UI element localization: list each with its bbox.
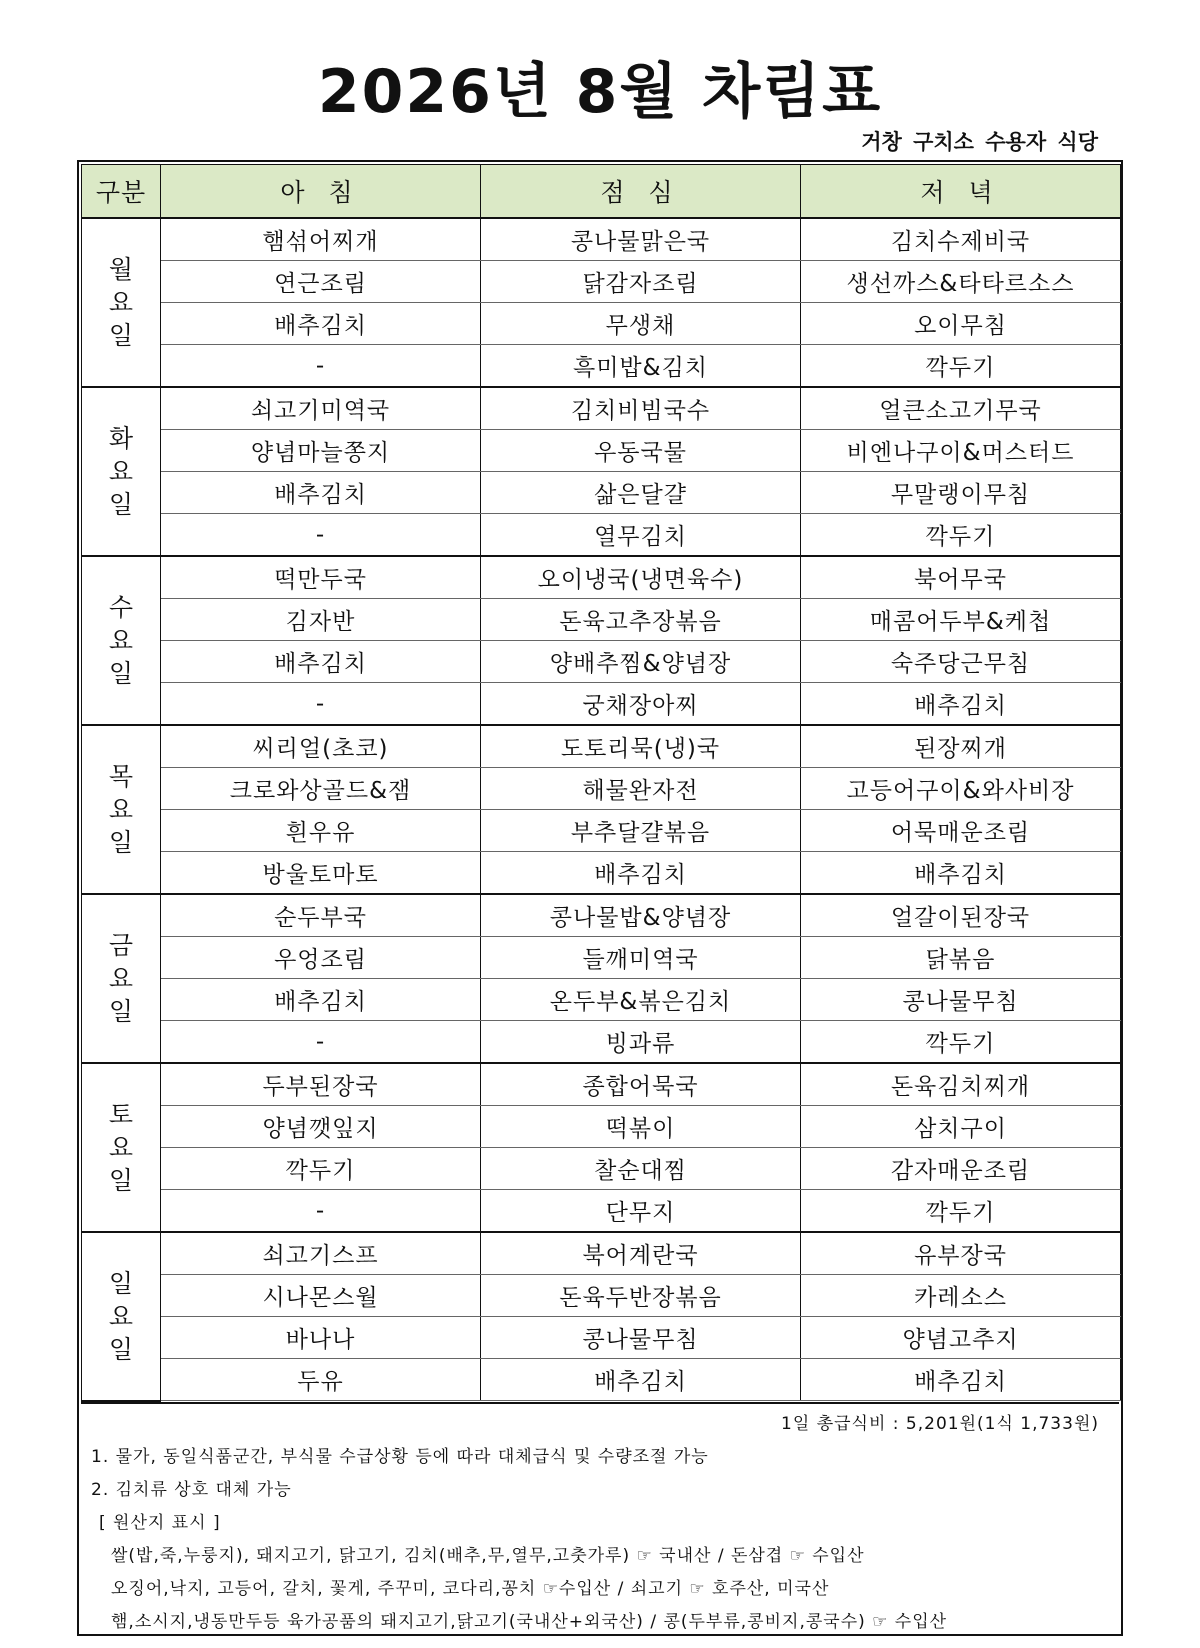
daily-total-cost: 1일 총급식비 : 5,201원(1식 1,733원) <box>781 1413 1099 1434</box>
lunch-item: 콩나물맑은국 <box>481 218 801 261</box>
table-row <box>82 1190 1121 1233</box>
lunch-item: 해물완자전 <box>481 768 801 810</box>
dinner-item: 어묵매운조림 <box>801 810 1121 852</box>
table-row <box>82 472 1121 514</box>
day-label: 화 요 일 <box>82 387 161 556</box>
lunch-item: 김치비빔국수 <box>481 387 801 430</box>
lunch-item: 북어계란국 <box>481 1232 801 1275</box>
table-row <box>82 1021 1121 1064</box>
lunch-item: 열무김치 <box>481 514 801 557</box>
table-row <box>82 810 1121 852</box>
dinner-item: 배추김치 <box>801 1359 1121 1401</box>
breakfast-item: 씨리얼(초코) <box>161 725 481 768</box>
table-row <box>82 556 1121 599</box>
breakfast-item: 순두부국 <box>161 894 481 937</box>
breakfast-item: 떡만두국 <box>161 556 481 599</box>
table-row <box>82 1275 1121 1317</box>
day-label: 월 요 일 <box>82 218 161 387</box>
note-kimchi: 2. 김치류 상호 대체 가능 <box>91 1479 292 1500</box>
lunch-item: 무생채 <box>481 303 801 345</box>
table-row <box>82 979 1121 1021</box>
header-lunch: 점 심 <box>481 165 801 219</box>
day-label: 일 요 일 <box>82 1232 161 1401</box>
lunch-item: 빙과류 <box>481 1021 801 1064</box>
dinner-item: 삼치구이 <box>801 1106 1121 1148</box>
table-row <box>82 1063 1121 1106</box>
lunch-item: 삶은달걀 <box>481 472 801 514</box>
lunch-item: 닭감자조림 <box>481 261 801 303</box>
breakfast-item: 배추김치 <box>161 641 481 683</box>
dinner-item: 오이무침 <box>801 303 1121 345</box>
breakfast-item: - <box>161 1021 481 1064</box>
table-row <box>82 683 1121 726</box>
dinner-item: 깍두기 <box>801 514 1121 557</box>
dinner-item: 무말랭이무침 <box>801 472 1121 514</box>
day-label: 목 요 일 <box>82 725 161 894</box>
dinner-item: 콩나물무침 <box>801 979 1121 1021</box>
lunch-item: 양배추찜&양념장 <box>481 641 801 683</box>
header-row <box>82 165 1121 219</box>
breakfast-item: 방울토마토 <box>161 852 481 895</box>
breakfast-item: 쇠고기스프 <box>161 1232 481 1275</box>
dinner-item: 고등어구이&와사비장 <box>801 768 1121 810</box>
breakfast-item: 우엉조림 <box>161 937 481 979</box>
note-substitution: 1. 물가, 동일식품군간, 부식물 수급상황 등에 따라 대체급식 및 수량조절 가능 <box>91 1446 709 1467</box>
lunch-item: 돈육고추장볶음 <box>481 599 801 641</box>
dinner-item: 배추김치 <box>801 852 1121 895</box>
day-label: 토 요 일 <box>82 1063 161 1232</box>
lunch-item: 콩나물무침 <box>481 1317 801 1359</box>
breakfast-item: 배추김치 <box>161 472 481 514</box>
breakfast-item: 크로와상골드&잼 <box>161 768 481 810</box>
origin-line-2: 오징어,낙지, 고등어, 갈치, 꽃게, 주꾸미, 코다리,꽁치 ☞수입산 / 쇠고기 ☞ 호주산, 미국산 <box>111 1578 830 1599</box>
dinner-item: 깍두기 <box>801 345 1121 388</box>
dinner-item: 매콤어두부&케첩 <box>801 599 1121 641</box>
breakfast-item: - <box>161 345 481 388</box>
header-dinner: 저 녁 <box>801 165 1121 219</box>
breakfast-item: 두부된장국 <box>161 1063 481 1106</box>
lunch-item: 찰순대찜 <box>481 1148 801 1190</box>
breakfast-item: 시나몬스월 <box>161 1275 481 1317</box>
lunch-item: 흑미밥&김치 <box>481 345 801 388</box>
lunch-item: 부추달걀볶음 <box>481 810 801 852</box>
breakfast-item: 두유 <box>161 1359 481 1401</box>
table-row <box>82 725 1121 768</box>
lunch-item: 도토리묵(냉)국 <box>481 725 801 768</box>
dinner-item: 얼갈이된장국 <box>801 894 1121 937</box>
table-row <box>82 303 1121 345</box>
header-breakfast: 아 침 <box>161 165 481 219</box>
breakfast-item: 흰우유 <box>161 810 481 852</box>
dinner-item: 김치수제비국 <box>801 218 1121 261</box>
table-row <box>82 1148 1121 1190</box>
dinner-item: 된장찌개 <box>801 725 1121 768</box>
table-row <box>82 514 1121 557</box>
table-row <box>82 937 1121 979</box>
breakfast-item: 양념마늘쫑지 <box>161 430 481 472</box>
table-row <box>82 1106 1121 1148</box>
table-row <box>82 641 1121 683</box>
table-row <box>82 599 1121 641</box>
day-label: 수 요 일 <box>82 556 161 725</box>
menu-frame <box>77 160 1123 1636</box>
dinner-item: 깍두기 <box>801 1021 1121 1064</box>
table-row <box>82 894 1121 937</box>
lunch-item: 온두부&볶은김치 <box>481 979 801 1021</box>
lunch-item: 단무지 <box>481 1190 801 1233</box>
table-row <box>82 261 1121 303</box>
dinner-item: 생선까스&타타르소스 <box>801 261 1121 303</box>
table-row <box>82 1359 1121 1401</box>
table-row <box>82 345 1121 388</box>
origin-line-3: 햄,소시지,냉동만두등 육가공품의 돼지고기,닭고기(국내산+외국산) / 콩(두부류,콩비지,콩국수) ☞ 수입산 <box>111 1611 948 1632</box>
dinner-item: 카레소스 <box>801 1275 1121 1317</box>
dinner-item: 얼큰소고기무국 <box>801 387 1121 430</box>
breakfast-item: 배추김치 <box>161 979 481 1021</box>
breakfast-item: - <box>161 683 481 726</box>
breakfast-item: 양념깻잎지 <box>161 1106 481 1148</box>
breakfast-item: 바나나 <box>161 1317 481 1359</box>
table-row <box>82 852 1121 895</box>
breakfast-item: 햄섞어찌개 <box>161 218 481 261</box>
dinner-item: 비엔나구이&머스터드 <box>801 430 1121 472</box>
breakfast-item: 쇠고기미역국 <box>161 387 481 430</box>
dinner-item: 북어무국 <box>801 556 1121 599</box>
dinner-item: 돈육김치찌개 <box>801 1063 1121 1106</box>
header-category: 구분 <box>82 165 161 219</box>
table-row <box>82 1232 1121 1275</box>
dinner-item: 깍두기 <box>801 1190 1121 1233</box>
dinner-item: 감자매운조림 <box>801 1148 1121 1190</box>
facility-name: 거창 구치소 수용자 식당 <box>861 130 1098 154</box>
breakfast-item: - <box>161 1190 481 1233</box>
menu-table <box>81 164 1121 1402</box>
lunch-item: 오이냉국(냉면육수) <box>481 556 801 599</box>
lunch-item: 들깨미역국 <box>481 937 801 979</box>
lunch-item: 떡볶이 <box>481 1106 801 1148</box>
dinner-item: 유부장국 <box>801 1232 1121 1275</box>
table-row <box>82 387 1121 430</box>
table-row <box>82 218 1121 261</box>
dinner-item: 배추김치 <box>801 683 1121 726</box>
page-title: 2026년 8월 차림표 <box>317 57 883 127</box>
lunch-item: 종합어묵국 <box>481 1063 801 1106</box>
dinner-item: 양념고추지 <box>801 1317 1121 1359</box>
breakfast-item: 김자반 <box>161 599 481 641</box>
lunch-item: 궁채장아찌 <box>481 683 801 726</box>
table-row <box>82 768 1121 810</box>
dinner-item: 닭볶음 <box>801 937 1121 979</box>
breakfast-item: 배추김치 <box>161 303 481 345</box>
lunch-item: 콩나물밥&양념장 <box>481 894 801 937</box>
menu-body <box>82 218 1121 1401</box>
table-row <box>82 1317 1121 1359</box>
footer-notes <box>81 1402 1119 1639</box>
origin-title: [ 원산지 표시 ] <box>99 1512 221 1533</box>
table-row <box>82 430 1121 472</box>
lunch-item: 배추김치 <box>481 852 801 895</box>
day-label: 금 요 일 <box>82 894 161 1063</box>
breakfast-item: 깍두기 <box>161 1148 481 1190</box>
dinner-item: 숙주당근무침 <box>801 641 1121 683</box>
breakfast-item: - <box>161 514 481 557</box>
origin-line-1: 쌀(밥,죽,누룽지), 돼지고기, 닭고기, 김치(배추,무,열무,고춧가루) ☞ 국내산 / 돈삼겹 ☞ 수입산 <box>111 1545 865 1566</box>
breakfast-item: 연근조림 <box>161 261 481 303</box>
lunch-item: 돈육두반장볶음 <box>481 1275 801 1317</box>
lunch-item: 배추김치 <box>481 1359 801 1401</box>
lunch-item: 우동국물 <box>481 430 801 472</box>
